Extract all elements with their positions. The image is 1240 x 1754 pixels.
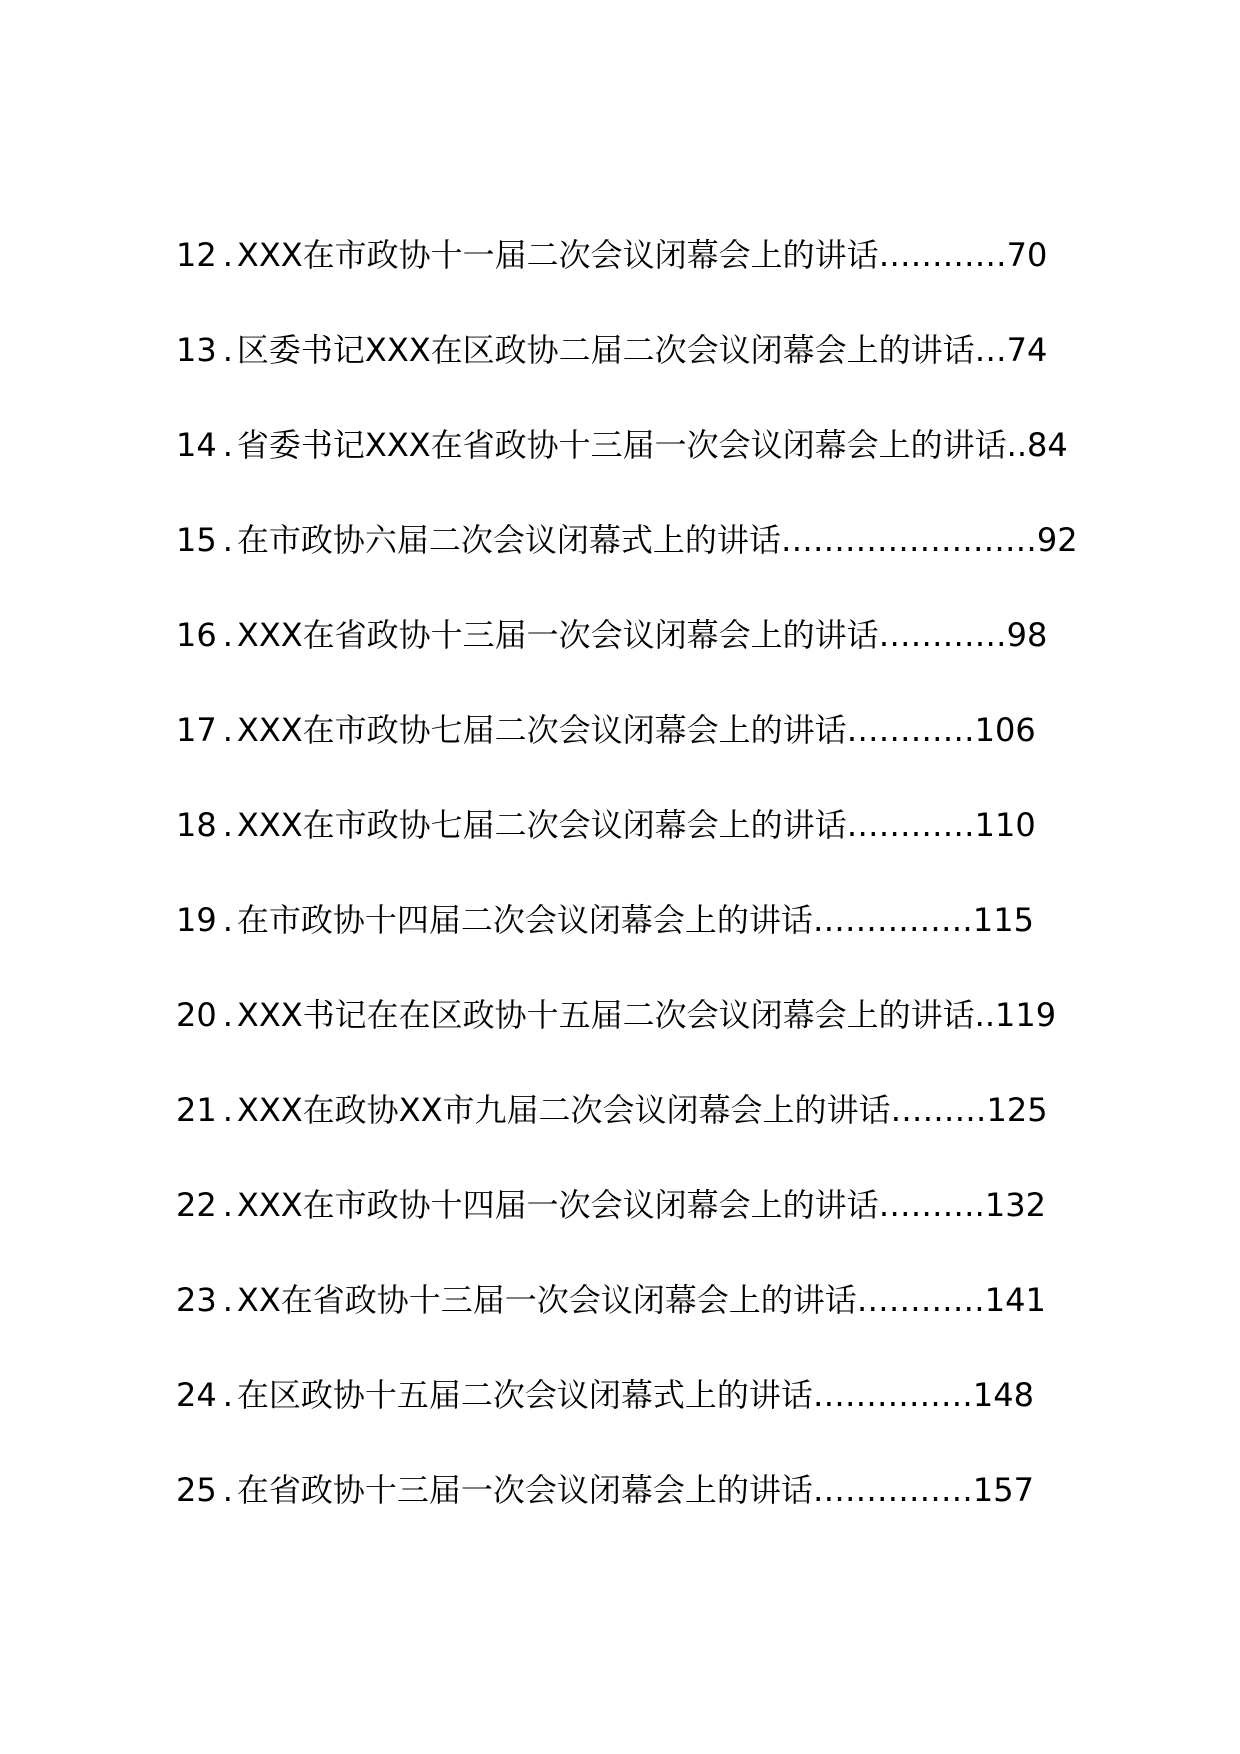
toc-entry-page: 98 [1006, 616, 1048, 654]
toc-entry-leader: …………………… [780, 521, 1037, 559]
toc-entry-number: 24 [176, 1376, 217, 1414]
toc-entry-title: XXX在市政协十一届二次会议闭幕会上的讲话 [236, 236, 879, 274]
toc-entry-number: 25 [176, 1471, 217, 1509]
toc-entry-page: 119 [995, 996, 1057, 1034]
toc-entry-page: 115 [972, 901, 1034, 939]
toc-entry-separator: . [222, 521, 233, 559]
toc-entry[interactable] [176, 328, 1047, 372]
toc-entry-number: 23 [176, 1281, 217, 1319]
toc-entry-title: XXX在市政协十四届一次会议闭幕会上的讲话 [236, 1186, 879, 1224]
toc-entry-number: 20 [176, 996, 217, 1034]
toc-entry[interactable] [176, 1183, 1046, 1227]
toc-entry-title: XXX在政协XX市九届二次会议闭幕会上的讲话 [236, 1091, 891, 1129]
toc-entry-page: 148 [972, 1376, 1034, 1414]
toc-entry-leader: ………… [878, 616, 1007, 654]
toc-entry-separator: . [222, 1471, 233, 1509]
toc-entry[interactable] [176, 993, 1056, 1037]
toc-entry-page: 106 [974, 711, 1036, 749]
toc-entry-page: 157 [972, 1471, 1034, 1509]
toc-entry-number: 18 [176, 806, 217, 844]
toc-entry-leader: ………… [856, 1281, 985, 1319]
toc-entry-separator: . [222, 1091, 233, 1129]
toc-entry[interactable] [176, 1468, 1034, 1512]
toc-entry[interactable] [176, 803, 1036, 847]
toc-entry-separator: . [222, 616, 233, 654]
toc-entry-title: XXX在省政协十三届一次会议闭幕会上的讲话 [236, 616, 879, 654]
toc-entry-leader: … [974, 331, 1007, 369]
toc-entry-page: 132 [984, 1186, 1046, 1224]
toc-entry-page: 110 [974, 806, 1036, 844]
toc-entry-leader: ………… [846, 711, 975, 749]
toc-entry[interactable] [176, 1278, 1046, 1322]
toc-entry-number: 13 [176, 331, 217, 369]
toc-entry-number: 22 [176, 1186, 217, 1224]
toc-entry-separator: . [222, 1376, 233, 1414]
toc-entry-leader: .. [1006, 426, 1028, 464]
toc-entry-separator: . [222, 236, 233, 274]
toc-entry-page: 92 [1036, 521, 1078, 559]
toc-entry-page: 84 [1027, 426, 1068, 464]
toc-entry-number: 15 [176, 521, 217, 559]
toc-entry-title: 在区政协十五届二次会议闭幕式上的讲话 [236, 1376, 813, 1414]
toc-entry-separator: . [222, 996, 233, 1034]
toc-entry-number: 14 [176, 426, 217, 464]
toc-entry-number: 19 [176, 901, 217, 939]
toc-entry-separator: . [222, 901, 233, 939]
toc-entry[interactable] [176, 518, 1078, 562]
toc-entry-title: 在省政协十三届一次会议闭幕会上的讲话 [236, 1471, 813, 1509]
toc-entry-title: XXX在市政协七届二次会议闭幕会上的讲话 [236, 711, 847, 749]
toc-entry-number: 17 [176, 711, 217, 749]
toc-entry-separator: . [222, 331, 233, 369]
toc-entry-title: 在市政协六届二次会议闭幕式上的讲话 [236, 521, 781, 559]
toc-entry[interactable] [176, 423, 1068, 467]
toc-entry-title: XX在省政协十三届一次会议闭幕会上的讲话 [236, 1281, 857, 1319]
toc-entry-page: 125 [986, 1091, 1048, 1129]
toc-entry-leader: .. [974, 996, 996, 1034]
toc-entry-title: 区委书记XXX在区政协二届二次会议闭幕会上的讲话 [236, 331, 975, 369]
toc-entry-page: 74 [1006, 331, 1048, 369]
toc-entry-leader: ………… [878, 236, 1007, 274]
toc-entry-leader: …………… [812, 1471, 973, 1509]
toc-entry-separator: . [222, 1186, 233, 1224]
toc-entry-separator: . [222, 806, 233, 844]
toc-entry-leader: …………… [812, 901, 973, 939]
toc-entry-leader: ………. [878, 1186, 985, 1224]
toc-entry[interactable] [176, 1088, 1048, 1132]
toc-entry-title: XXX在市政协七届二次会议闭幕会上的讲话 [236, 806, 847, 844]
toc-entry-page: 70 [1006, 236, 1048, 274]
toc-entry-number: 16 [176, 616, 217, 654]
toc-entry-number: 21 [176, 1091, 217, 1129]
toc-entry-title: XXX书记在在区政协十五届二次会议闭幕会上的讲话 [236, 996, 975, 1034]
toc-entry-leader: ……… [890, 1091, 987, 1129]
toc-entry-separator: . [222, 711, 233, 749]
toc-entry-separator: . [222, 426, 233, 464]
toc-entry[interactable] [176, 708, 1036, 752]
toc-entry-separator: . [222, 1281, 233, 1319]
toc-entry-leader: …………… [812, 1376, 973, 1414]
toc-entry-number: 12 [176, 236, 217, 274]
toc-entry-leader: ………… [846, 806, 975, 844]
toc-entry-title: 省委书记XXX在省政协十三届一次会议闭幕会上的讲话 [236, 426, 1007, 464]
toc-entry[interactable] [176, 898, 1034, 942]
toc-entry[interactable] [176, 613, 1047, 657]
toc-entry-page: 141 [984, 1281, 1046, 1319]
toc-entry-title: 在市政协十四届二次会议闭幕会上的讲话 [236, 901, 813, 939]
toc-entry[interactable] [176, 1373, 1034, 1417]
toc-entry[interactable] [176, 233, 1047, 277]
